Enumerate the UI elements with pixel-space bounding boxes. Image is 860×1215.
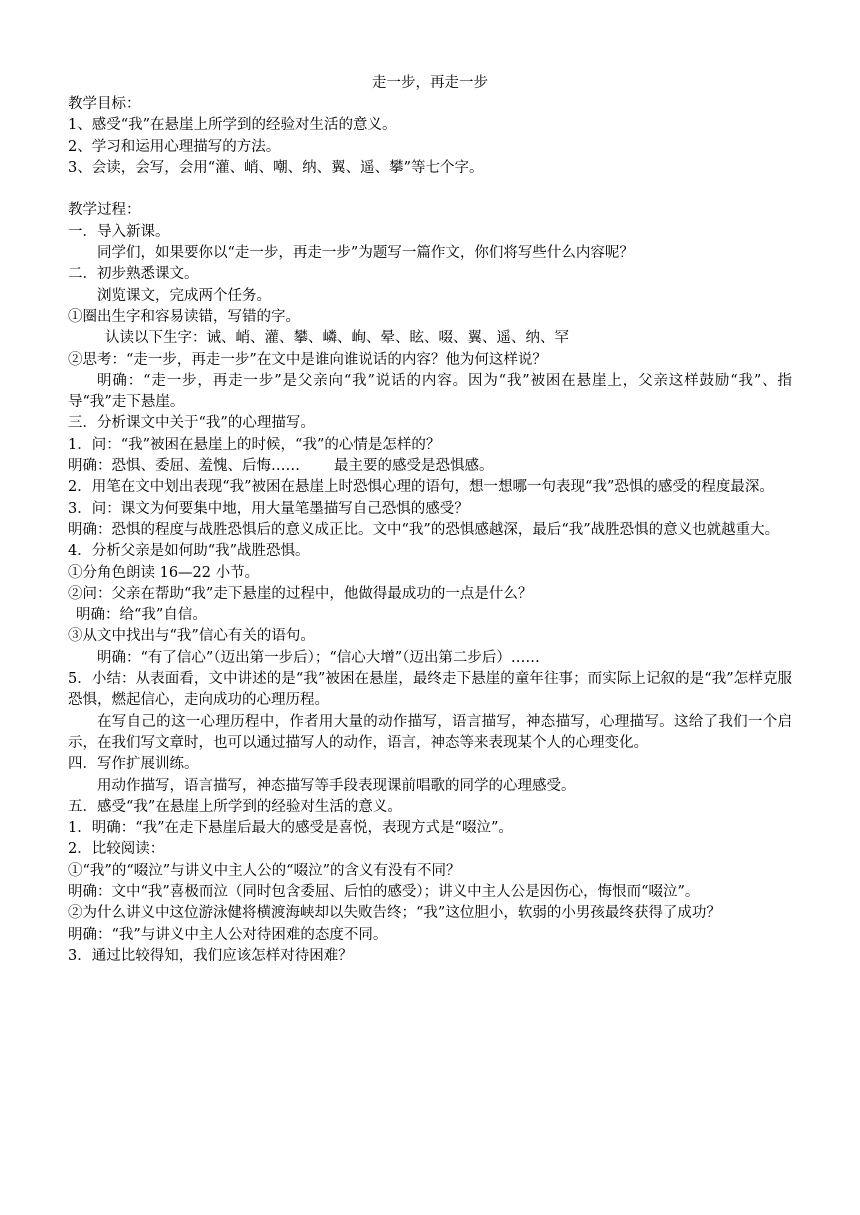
summary-paragraph: 5．小结：从表面看，文中讲述的是“我”被困在悬崖，最终走下悬崖的童年往事；而实际上记叙的是“我”怎样克服恐惧，燃起信心，走向成功的心理历程。 — [68, 671, 792, 709]
summary-text: 在写自己的这一心理历程中，作者用大量的动作描写，语言描写，神态描写，心理描写。这给了我们一个启示，在我们写文章时，也可以通过描写人的动作，语言，神态等来表现某个人的心理变化。 — [68, 713, 792, 751]
sub-item: ②问：父亲在帮助“我”走下悬崖的过程中，他做得最成功的一点是什么？ — [68, 585, 533, 602]
document-title: 走一步，再走一步 — [372, 75, 488, 91]
question-item: 3．问：课文为何要集中地，用大量笔墨描写自己恐惧的感受？ — [68, 500, 469, 517]
paragraph: 浏览课文，完成两个任务。 — [97, 287, 271, 304]
answer-text: 明确：“走一步，再走一步”是父亲向“我”说话的内容。因为“我”被困在悬崖上，父亲这样鼓励“我”、指导“我”走下悬崖。 — [68, 372, 792, 411]
goals-heading: 教学目标： — [68, 96, 141, 112]
answer-line: 明确：“有了信心”（迈出第一步后）；“信心大增”（迈出第二步后）…… — [97, 649, 540, 666]
answer-paragraph: 明确：恐惧的程度与战胜恐惧后的意义成正比。文中“我”的恐惧感越深，最后“我”战胜恐惧的意义也就越重大。 — [68, 521, 780, 538]
section-title: 四．写作扩展训练。 — [68, 756, 199, 773]
question-item: 1．问：“我”被困在悬崖上的时候，“我”的心情是怎样的？ — [68, 436, 441, 453]
question-item: 3．通过比较得知，我们应该怎样对待困难？ — [68, 947, 353, 964]
section-title: 二．初步熟悉课文。 — [68, 266, 199, 283]
task-item: ②思考：“走一步，再走一步”在文中是谁向谁说话的内容？他为何这样说？ — [68, 351, 547, 368]
answer-part: 明确：恐惧、委屈、羞愧、后悔…… — [68, 458, 300, 475]
blank-line — [68, 179, 792, 200]
goal-item: 1、感受“我”在悬崖上所学到的经验对生活的意义。 — [68, 117, 397, 134]
question-item: 4．分析父亲是如何助“我”战胜恐惧。 — [68, 543, 310, 560]
section-title: 五．感受“我”在悬崖上所学到的经验对生活的意义。 — [68, 798, 402, 815]
answer-line: 明确：“我”与讲义中主人公对待困难的态度不同。 — [68, 926, 388, 943]
sub-item: ①分角色朗读 16—22 小节。 — [68, 564, 260, 581]
answer-part: 最主要的感受是恐惧感。 — [334, 458, 494, 475]
summary-paragraph — [68, 712, 792, 755]
sub-item: ②为什么讲义中这位游泳健将横渡海峡却以失败告终；“我”这位胆小，软弱的小男孩最终获得了成功？ — [68, 905, 721, 922]
document-page — [68, 72, 792, 967]
paragraph: 同学们，如果要你以“走一步，再走一步”为题写一篇作文，你们将写些什么内容呢？ — [97, 245, 634, 262]
answer-paragraph: 明确：文中“我”喜极而泣（同时包含委屈、后怕的感受）；讲义中主人公是因伤心，悔恨而“啜泣”。 — [68, 883, 700, 900]
question-item: 2．用笔在文中划出表现“我”被困在悬崖上时恐惧心理的语句，想一想哪一句表现“我”恐惧的感受的程度最深。 — [68, 479, 774, 496]
question-item: 1．明确：“我”在走下悬崖后最大的感受是喜悦，表现方式是“啜泣”。 — [68, 820, 513, 837]
answer-line — [68, 456, 792, 477]
section-title: 三．分析课文中关于“我”的心理描写。 — [68, 415, 315, 432]
question-item: 2．比较阅读： — [68, 841, 165, 858]
goal-item: 3、会读，会写，会用“灌、峭、嘲、纳、翼、遥、攀”等七个字。 — [68, 159, 484, 176]
section-title: 一．导入新课。 — [68, 223, 170, 240]
task-item: ①圈出生字和容易读错，写错的字。 — [68, 308, 300, 325]
sub-item: ①“我”的“啜泣”与讲义中主人公的“啜泣”的含义有没有不同？ — [68, 862, 461, 879]
paragraph: 认读以下生字：诫、峭、灌、攀、嶙、峋、晕、眩、啜、翼、遥、纳、罕 — [105, 330, 569, 347]
answer-line: 明确：给“我”自信。 — [76, 607, 207, 624]
sub-item: ③从文中找出与“我”信心有关的语句。 — [68, 628, 315, 645]
goal-item: 2、学习和运用心理描写的方法。 — [68, 138, 281, 155]
answer-paragraph — [68, 371, 792, 414]
paragraph: 用动作描写，语言描写，神态描写等手段表现课前唱歌的同学的心理感受。 — [97, 777, 576, 794]
process-heading: 教学过程： — [68, 202, 141, 219]
